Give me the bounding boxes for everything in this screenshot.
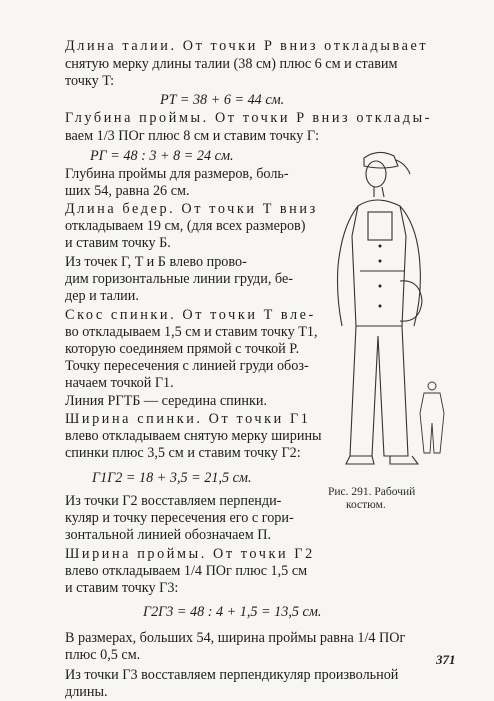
- text-line: Ширина спинки. От точки Г1: [65, 411, 311, 427]
- text-line: и ставим точку Б.: [65, 235, 171, 251]
- text-line: Ширина проймы. От точки Г2: [65, 546, 315, 562]
- text-line: Длина талии. От точки P вниз откладывает: [65, 38, 429, 54]
- text-line: влево откладываем снятую мерку ширины: [65, 428, 322, 444]
- text-line: Глубина проймы для размеров, боль-: [65, 166, 289, 182]
- text-line: дим горизонтальные линии груди, бе-: [65, 271, 293, 287]
- text-line: влево откладываем 1/4 ПОг плюс 1,5 см: [65, 563, 308, 579]
- text-line: и ставим точку Г3:: [65, 580, 179, 596]
- text-line: откладываем 19 см, (для всех размеров): [65, 218, 306, 234]
- text-line: дер и талии.: [65, 288, 139, 304]
- text-line: Скос спинки. От точки T вле-: [65, 307, 316, 323]
- formula: Г1Г2 = 18 + 3,5 = 21,5 см.: [92, 470, 252, 486]
- figure-caption: [328, 486, 415, 512]
- text-line: спинки плюс 3,5 см и ставим точку Г2:: [65, 445, 301, 461]
- text-line: во откладываем 1,5 см и ставим точку T1,: [65, 324, 318, 340]
- text-line: ших 54, равна 26 см.: [65, 183, 190, 199]
- text-line: ваем 1/3 ПОг плюс 8 см и ставим точку Г:: [65, 128, 320, 144]
- page-number: 371: [436, 652, 456, 667]
- text-line: начаем точкой Г1.: [65, 375, 174, 391]
- text-line: снятую мерку длины талии (38 см) плюс 6 см и ставим: [65, 56, 398, 72]
- text-line: Из точки Г2 восставляем перпенди-: [65, 493, 282, 509]
- formula: PT = 38 + 6 = 44 см.: [160, 92, 285, 108]
- text-line: зонтальной линией обозначаем П.: [65, 527, 272, 543]
- text-line: длины.: [65, 684, 108, 700]
- text-line: плюс 0,5 см.: [65, 647, 141, 663]
- caption-line-2: костюм.: [346, 499, 386, 511]
- text-line: Точку пересечения с линией груди обоз-: [65, 358, 309, 374]
- text-line: В размерах, больших 54, ширина проймы равна 1/4 ПОг: [65, 630, 406, 646]
- text-line: Глубина проймы. От точки P вниз отклады-: [65, 110, 433, 126]
- text-line: которую соединяем прямой с точкой P.: [65, 341, 300, 357]
- text-line: Из точки Г3 восставляем перпендикуляр произвольной: [65, 667, 399, 683]
- formula: РГ = 48 : 3 + 8 = 24 см.: [90, 148, 234, 164]
- formula: Г2Г3 = 48 : 4 + 1,5 = 13,5 см.: [143, 604, 322, 620]
- text-line: точку T:: [65, 73, 115, 89]
- text-line: куляр и точку пересечения его с гори-: [65, 510, 294, 526]
- caption-line-1: Рис. 291. Рабочий: [328, 486, 416, 498]
- work-suit-illustration: [308, 146, 458, 486]
- text-line: Длина бедер. От точки T вниз: [65, 201, 318, 217]
- text-line: Из точек Г, T и Б влево прово-: [65, 254, 247, 270]
- text-line: Линия РГТБ — середина спинки.: [65, 393, 267, 409]
